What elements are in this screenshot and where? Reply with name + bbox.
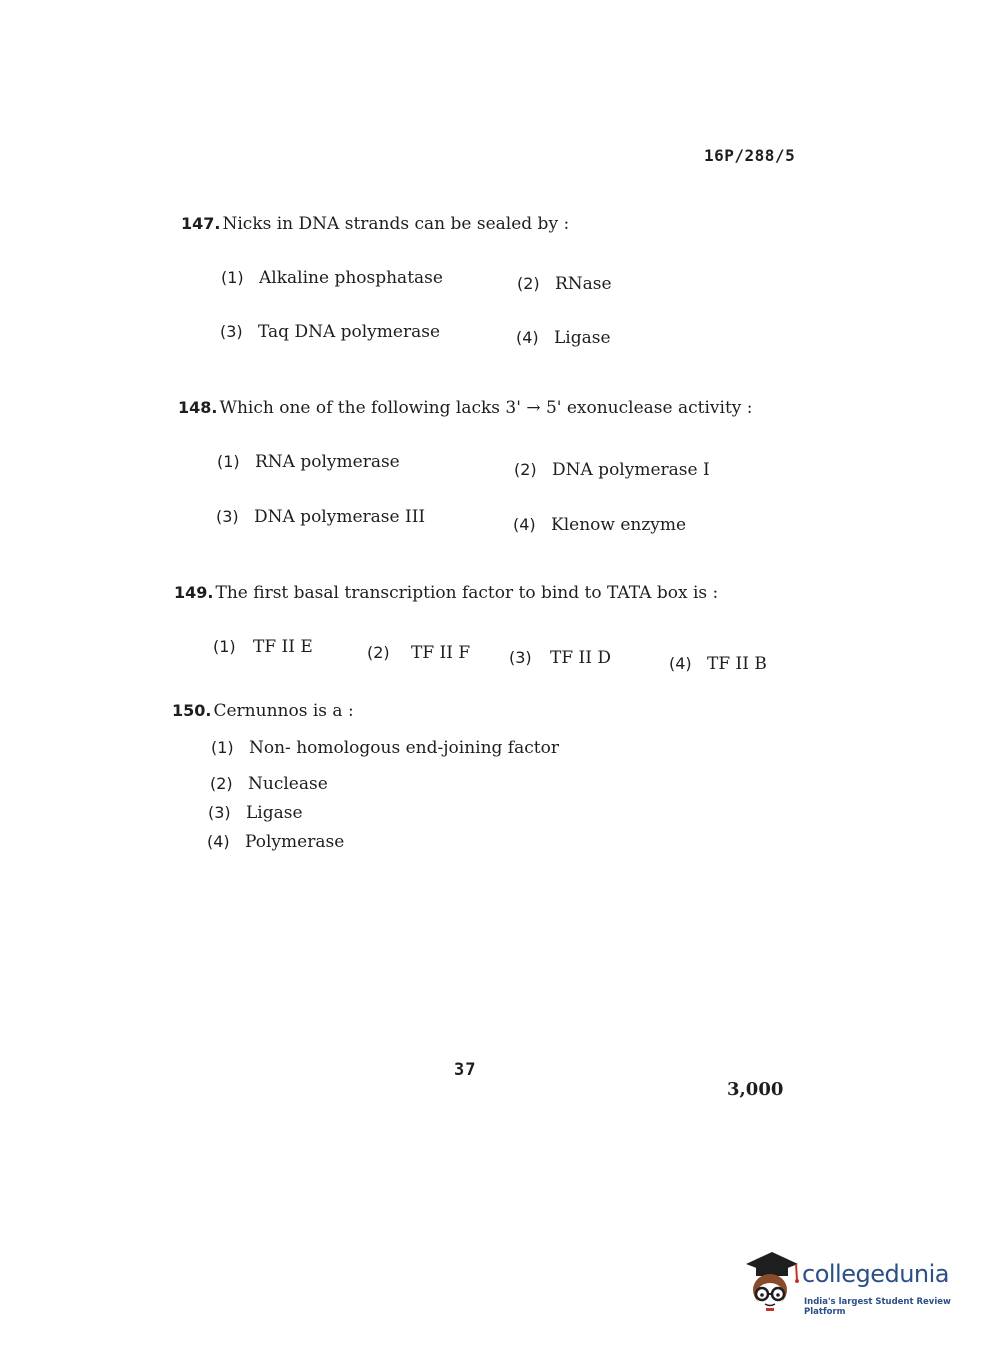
option-number: (4) bbox=[516, 328, 539, 347]
question-text: Cernunnos is a : bbox=[213, 701, 354, 721]
option-1 bbox=[213, 637, 313, 657]
option-4 bbox=[513, 515, 686, 535]
option-4 bbox=[516, 328, 611, 348]
question-number: 150. bbox=[172, 701, 212, 720]
option-number: (3) bbox=[208, 803, 231, 822]
option-text: Non- homologous end-joining factor bbox=[249, 738, 559, 758]
logo-name: collegedunia bbox=[802, 1260, 950, 1288]
option-number: (1) bbox=[217, 452, 240, 471]
option-text: Taq DNA polymerase bbox=[258, 322, 441, 342]
option-3 bbox=[208, 803, 303, 823]
option-text: RNA polymerase bbox=[255, 452, 400, 472]
option-text: TF II F bbox=[411, 643, 471, 663]
mascot-icon bbox=[742, 1250, 800, 1312]
option-number: (4) bbox=[669, 654, 692, 673]
question-number: 147. bbox=[181, 214, 221, 233]
option-number: (3) bbox=[216, 507, 239, 526]
page-number: 37 bbox=[454, 1060, 477, 1080]
option-number: (1) bbox=[221, 268, 244, 287]
option-number: (1) bbox=[211, 738, 234, 757]
option-text: Alkaline phosphatase bbox=[259, 268, 443, 288]
option-1 bbox=[221, 268, 443, 288]
option-3 bbox=[216, 507, 425, 527]
option-2 bbox=[210, 774, 328, 794]
option-text: Nuclease bbox=[248, 774, 328, 794]
option-text: DNA polymerase I bbox=[552, 460, 710, 480]
option-number: (2) bbox=[517, 274, 540, 293]
option-3 bbox=[509, 648, 611, 668]
option-number: (3) bbox=[509, 648, 532, 667]
option-text: RNase bbox=[555, 274, 612, 294]
option-text: TF II B bbox=[707, 654, 767, 674]
option-number: (1) bbox=[213, 637, 236, 656]
option-text: Ligase bbox=[554, 328, 611, 348]
option-number: (4) bbox=[207, 832, 230, 851]
paper-code: 16P/288/5 bbox=[704, 146, 796, 165]
option-number: (4) bbox=[513, 515, 536, 534]
question-150 bbox=[172, 701, 354, 721]
question-text: The first basal transcription factor to bind to TATA box is : bbox=[215, 583, 719, 603]
option-number: (2) bbox=[210, 774, 233, 793]
option-text: Ligase bbox=[246, 803, 303, 823]
question-number: 149. bbox=[174, 583, 214, 602]
option-1 bbox=[211, 738, 559, 758]
question-149 bbox=[174, 583, 718, 603]
question-number: 148. bbox=[178, 398, 218, 417]
option-text: TF II D bbox=[550, 648, 612, 668]
logo-tagline: India's largest Student Review Platform bbox=[804, 1297, 951, 1317]
option-4 bbox=[669, 654, 767, 674]
option-4 bbox=[207, 832, 344, 852]
question-text: Nicks in DNA strands can be sealed by : bbox=[222, 214, 570, 234]
question-text: Which one of the following lacks 3' → 5' exonuclease activity : bbox=[219, 398, 753, 418]
option-1 bbox=[217, 452, 400, 472]
question-147 bbox=[181, 214, 569, 234]
copy-count: 3,000 bbox=[727, 1079, 784, 1100]
option-number: (2) bbox=[367, 643, 390, 662]
option-text: DNA polymerase III bbox=[254, 507, 426, 527]
collegedunia-logo bbox=[742, 1250, 972, 1320]
option-2 bbox=[514, 460, 710, 480]
option-text: Klenow enzyme bbox=[551, 515, 687, 535]
option-2 bbox=[517, 274, 612, 294]
option-number: (3) bbox=[220, 322, 243, 341]
option-number: (2) bbox=[514, 460, 537, 479]
option-3 bbox=[220, 322, 440, 342]
option-2 bbox=[367, 643, 470, 663]
option-text: Polymerase bbox=[245, 832, 345, 852]
question-148 bbox=[178, 398, 753, 418]
option-text: TF II E bbox=[253, 637, 313, 657]
